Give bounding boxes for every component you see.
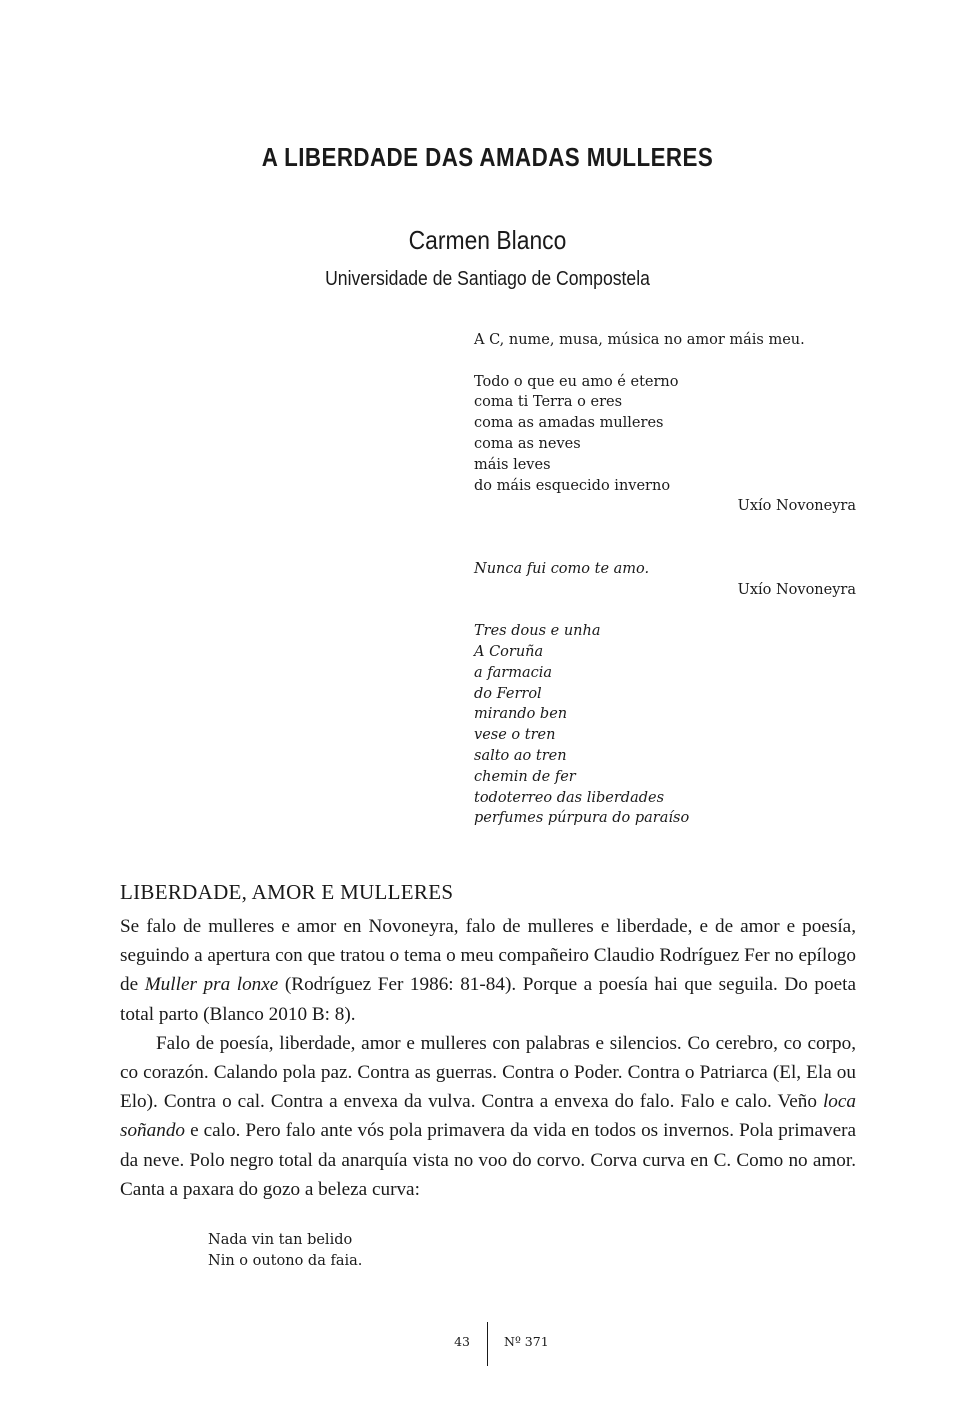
epigraph-attribution: Uxío Novoneyra [737,581,856,598]
body-text [120,912,856,1204]
poem-line: máis leves [474,456,551,473]
poem-line: coma as neves [474,435,581,452]
book-title: Muller pra lonxe [144,974,279,996]
poem-line: coma ti Terra o eres [474,394,623,411]
poem-line: do Ferrol [474,685,542,702]
epigraph-poem-3 [474,621,856,829]
poem-line: a farmacia [474,664,552,681]
emphasis: loca soñando [120,1091,856,1142]
block-quote [208,1230,362,1272]
paragraph-2: Falo de poesía, liberdade, amor e mulleres con palabras e silencios. Co cerebro, co corpo, co corazón. Calando pola paz. Contra as guerras. Contra o Poder. Contra o Patriarca (El, Ela ou Elo). Contra o cal. Contra a envexa da vulva. Contra a envexa do falo. Falo e calo. Veño loca soñando e calo. Pero falo ante vós pola primavera da vida en todos os invernos. Pola primavera da neve. Polo negro total da anarquía vista no voo do corvo. Corva curva en C. Como no amor. Canta a paxara do gozo a beleza curva: [120,1032,856,1200]
article-title: A LIBERDADE DAS AMADAS MULLERES [261,142,714,172]
section-heading: LIBERDADE, AMOR E MULLERES [120,880,454,904]
issue-number: Nº 371 [504,1334,549,1349]
poem-line: salto ao tren [474,747,567,764]
poem-line: chemin de fer [474,768,576,785]
poem-line: vese o tren [474,727,556,744]
dedication: A C, nume, musa, música no amor máis meu. [474,332,805,348]
author-affiliation: Universidade de Santiago de Compostela [325,268,650,290]
page-number: 43 [454,1334,470,1349]
poem-line: mirando ben [474,706,568,723]
poem-line: Nunca fui como te amo. [474,560,650,577]
poem-line: Tres dous e unha [474,623,601,640]
quote-line: Nada vin tan belido [208,1232,353,1248]
quote-line: Nin o outono da faia. [208,1252,363,1269]
epigraph-poem-1 [474,372,856,518]
epigraph-attribution: Uxío Novoneyra [737,498,856,515]
epigraph-poem-2 [474,559,856,601]
poem-line: A Coruña [474,643,544,660]
poem-line: do máis esquecido inverno [474,477,671,494]
paragraph-1: Se falo de mulleres e amor en Novoneyra, falo de mulleres e liberdade, e de amor e poesía, seguindo a apertura con que tratou o tema o meu compañeiro Claudio Rodríguez Fer no epílogo de Muller pra lonxe (Rodríguez Fer 1986: 81-84). Porque a poesía hai que seguila. Do poeta total parto (Blanco 2010 B: 8). [120,916,856,1025]
poem-line: perfumes púrpura do paraíso [474,810,690,827]
poem-line: coma as amadas mulleres [474,415,664,432]
author-name: Carmen Blanco [408,225,567,255]
epigraphs [474,330,856,829]
footer-divider [487,1322,488,1366]
poem-line: todoterreo das liberdades [474,789,665,806]
poem-line: Todo o que eu amo é eterno [474,373,679,390]
